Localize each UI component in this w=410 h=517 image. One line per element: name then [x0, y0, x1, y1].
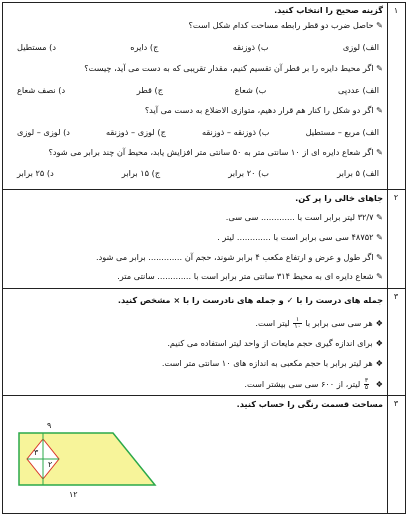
blank-item: ✎ اگر طول و عرض و ارتفاع مکعب ۴ برابر شوند، حجم آن ............. برابر می شود. [96, 252, 383, 262]
diamond-bullet-icon: ❖ [375, 379, 383, 389]
option-d[interactable]: د) لوزی – لوزی [17, 127, 70, 137]
trapezoid-figure [13, 415, 163, 501]
question-text: ✎ اگر شعاع دایره ای از ۱۰ سانتی متر به ۵۰ سانتی متر افزایش یابد، محیط آن چند برابر می شود؟ [48, 147, 383, 157]
label-right: ۲ [48, 460, 53, 469]
option-d[interactable]: د) نصف شعاع [17, 85, 66, 95]
option-a[interactable]: الف) مربع – مستطیل [305, 127, 379, 137]
option-b[interactable]: ب) ۲۰ برابر [228, 168, 270, 178]
fraction [364, 378, 369, 391]
question-number-3: ۳ [393, 292, 399, 301]
option-b[interactable]: ب) ذوزنقه [232, 42, 269, 52]
option-c[interactable]: ج) قطر [136, 85, 163, 95]
question-number-column [387, 3, 405, 513]
statement-item [7, 338, 383, 349]
statement-pre: هر سی سی برابر با [305, 318, 373, 328]
statement-item [7, 378, 383, 391]
option-d[interactable]: د) ۲۵ برابر [17, 168, 54, 178]
section-heading: جاهای خالی را پر کن. [295, 193, 383, 203]
blank-item: ✎ ۳۲/۷ لیتر برابر است با ............. سی سی. [225, 212, 383, 222]
question-text: ✎ اگر محیط دایره را بر قطر آن تقسیم کنیم، مقدار تقریبی که به دست می آید، چیست؟ [84, 63, 383, 73]
options-row [7, 127, 383, 138]
option-d[interactable]: د) مستطیل [17, 42, 56, 52]
statement-item [7, 358, 383, 369]
option-c[interactable]: ج) دایره [130, 42, 159, 52]
option-a[interactable]: الف) عددپی [338, 85, 379, 95]
fill-in-blank-section [7, 193, 383, 285]
multiple-choice-section [7, 5, 383, 187]
options-row [7, 85, 383, 96]
question-number-1: ۱ [393, 6, 399, 15]
fraction [293, 317, 301, 330]
statement-post: لیتر است. [255, 318, 290, 328]
section-divider [3, 189, 405, 190]
fraction-denominator: ۵ [364, 384, 369, 391]
section-divider [3, 395, 405, 396]
option-a[interactable]: الف) لوزی [342, 42, 379, 52]
section-heading: مساحت قسمت رنگی را حساب کنید. [236, 399, 383, 409]
option-b[interactable]: ب) شعاع [234, 85, 267, 95]
section-divider [3, 288, 405, 289]
fraction-numerator: ۳ [364, 377, 369, 384]
diamond-bullet-icon: ❖ [375, 358, 383, 368]
diamond-bullet-icon: ❖ [375, 338, 383, 348]
question-text: ✎ اگر دو شکل را کنار هم قرار دهیم، متوازی الاضلاع به دست می آید؟ [144, 105, 383, 115]
fraction-denominator: ۱۰ [294, 323, 301, 330]
options-row [7, 42, 383, 53]
worksheet [2, 2, 406, 514]
blank-item: ✎ شعاع دایره ای به محیط ۳۱۴ سانتی متر برابر است با ............. سانتی متر. [117, 271, 383, 281]
options-row [7, 168, 383, 179]
statement-text: برای اندازه گیری حجم مایعات از واحد لیتر استفاده می کنیم. [167, 338, 373, 348]
question-number-4: ۳ [393, 399, 399, 408]
option-a[interactable]: الف) ۵ برابر [337, 168, 379, 178]
question-text: ✎ حاصل ضرب دو قطر رابطه مساحت کدام شکل است؟ [188, 20, 383, 30]
fraction-numerator: ۱ [293, 317, 301, 324]
diamond-bullet-icon: ❖ [375, 318, 383, 328]
label-bottom: ۱۲ [69, 490, 78, 499]
true-false-section [7, 295, 383, 393]
statement-text: هر لیتر برابر با حجم مکعبی به اندازه های ۱۰ سانتی متر است. [161, 358, 373, 368]
statement-item [7, 317, 383, 330]
section-heading: گزینه صحیح را انتخاب کنید. [274, 5, 383, 15]
label-top: ۹ [47, 421, 52, 430]
statement-post: لیتر، از ۶۰۰ سی سی بیشتر است. [244, 379, 361, 389]
question-number-2: ۲ [393, 193, 399, 202]
option-b[interactable]: ب) ذوزنقه – ذوزنقه [201, 127, 270, 137]
option-c[interactable]: ج) لوزی – ذوزنقه [106, 127, 166, 137]
option-c[interactable]: ج) ۱۵ برابر [121, 168, 161, 178]
section-heading: جمله های درست را با ✓ و جمله های نادرست را با × مشخص کنید. [117, 295, 383, 305]
label-left: ۳ [34, 448, 39, 457]
blank-item: ✎ ۴۸۷۵۲ سی سی برابر است با ............. لیتر . [217, 232, 383, 242]
